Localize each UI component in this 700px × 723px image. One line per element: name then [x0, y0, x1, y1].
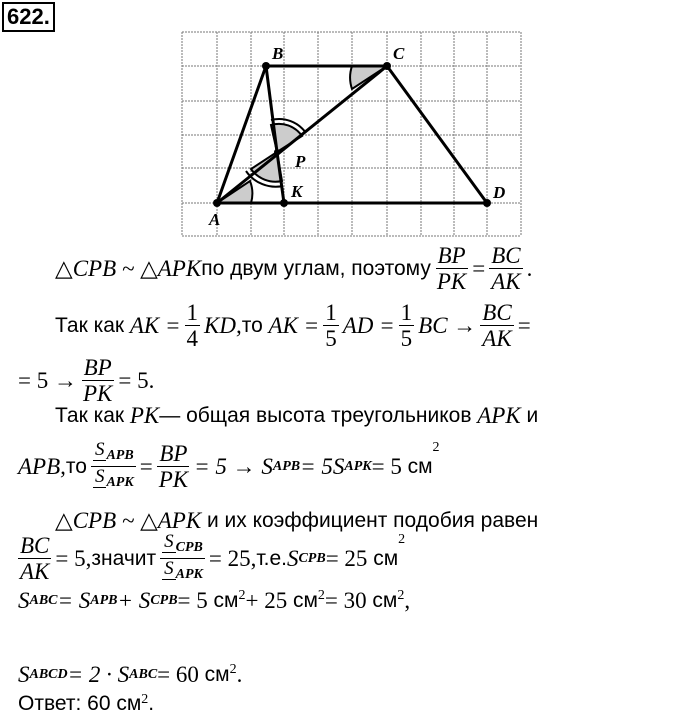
math-text: AK	[482, 326, 512, 351]
math-text: 2	[317, 588, 325, 603]
label-b: B	[272, 44, 284, 63]
math: .	[526, 255, 533, 281]
math: =	[139, 453, 153, 479]
math-text: APB	[272, 458, 301, 474]
math: KD,	[204, 312, 242, 338]
math-text: APB	[106, 448, 134, 463]
math-text: ABC	[29, 593, 58, 608]
math: BC →	[418, 312, 477, 338]
math: = 25,	[208, 545, 257, 571]
math-text: 2	[432, 440, 440, 455]
unit: см	[407, 454, 433, 478]
math: = 5	[371, 453, 402, 479]
math-text: AK	[491, 269, 521, 294]
math-text: S	[18, 662, 30, 687]
label-a: A	[209, 210, 221, 229]
math-text: 2	[238, 588, 246, 603]
math-text: 4	[186, 326, 199, 351]
math-text: APK	[175, 567, 203, 582]
math-text: см	[372, 589, 398, 612]
fraction	[18, 533, 51, 584]
unit: см	[373, 546, 399, 570]
math-text: PK	[436, 269, 467, 294]
math-text: см	[292, 589, 318, 612]
line-7	[14, 532, 405, 585]
math: S	[286, 545, 299, 571]
math-text: см	[213, 589, 239, 612]
math: =	[517, 312, 531, 338]
math-text: AK	[20, 559, 50, 584]
fraction	[185, 300, 201, 351]
math: = 5,	[55, 545, 92, 571]
math-text: .	[236, 662, 243, 687]
math: = 5.	[118, 367, 155, 393]
text: значит	[91, 546, 157, 570]
math-text: BC	[20, 533, 50, 558]
math-text: = 2 · S	[67, 662, 130, 687]
text: Так как	[55, 404, 125, 427]
math: = 25	[325, 545, 368, 571]
math-text: S	[164, 531, 174, 552]
fraction	[160, 532, 205, 585]
math-text: = 30	[324, 588, 367, 613]
line-6	[55, 508, 538, 534]
math-text: CPB	[150, 593, 178, 608]
math-text: = 60	[157, 662, 199, 687]
fraction	[91, 440, 136, 493]
math: △CPB ~ △APK	[55, 508, 202, 533]
fraction	[157, 441, 190, 492]
math: APK	[477, 403, 521, 428]
fraction	[480, 300, 513, 351]
math: AD =	[342, 312, 395, 338]
math-text: + S	[117, 588, 151, 613]
math: APB,	[18, 453, 66, 479]
text: — общая высота треугольников	[159, 404, 472, 427]
math-text: S	[18, 588, 30, 613]
line-9	[18, 662, 242, 688]
math-text: CPB	[175, 540, 203, 555]
math: AK =	[129, 312, 181, 338]
text: то	[241, 313, 263, 337]
math-text: 1	[400, 300, 413, 325]
fraction	[435, 243, 468, 294]
math-text: S	[94, 439, 105, 460]
math-text: 2	[398, 532, 406, 547]
text: и	[526, 404, 539, 427]
math: =	[472, 255, 486, 281]
math: = 5 →	[18, 367, 77, 393]
math-text: = S	[57, 588, 91, 613]
math-text: S	[164, 558, 174, 579]
math-text: CPB	[298, 550, 326, 566]
math-text: PK	[158, 467, 189, 492]
fraction	[399, 300, 415, 351]
line-1	[55, 243, 532, 294]
fraction	[323, 300, 339, 351]
problem-number: 622.	[2, 2, 55, 32]
fraction	[81, 355, 114, 406]
math: △CPB ~ △APK	[55, 255, 202, 281]
line-8	[18, 588, 410, 614]
math-text: 1	[325, 300, 337, 325]
text: то	[65, 454, 87, 478]
math-text: APB	[90, 593, 118, 608]
math-text: Ответ: 60 см	[18, 692, 142, 715]
math-text: 2	[397, 588, 405, 603]
math-text: + 25	[245, 588, 288, 613]
math-text: BC	[491, 243, 521, 268]
math-text: APK	[344, 458, 372, 474]
grid	[182, 32, 521, 236]
math-text: .	[148, 692, 155, 715]
text: и их коэффициент подобия равен	[206, 509, 539, 532]
label-d: D	[493, 183, 506, 202]
math-text: APK	[106, 475, 134, 490]
math-text: ABC	[129, 667, 158, 682]
math-text: BP	[83, 355, 112, 380]
math-text: 2	[141, 692, 149, 707]
math-text: BP	[159, 441, 188, 466]
math-text: ,	[404, 588, 411, 613]
label-k: K	[291, 182, 303, 201]
text: т.е.	[256, 546, 287, 570]
math-text: 5	[400, 326, 413, 351]
math-text: 2	[229, 662, 237, 677]
math-text: см	[204, 663, 230, 686]
fraction	[489, 243, 522, 294]
math-text: S	[94, 466, 105, 487]
math-text: BC	[482, 300, 512, 325]
trapezoid-diagram	[0, 0, 700, 250]
math: AK =	[268, 312, 320, 338]
math-text: PK	[82, 381, 113, 406]
text: по двум углам, поэтому	[201, 256, 431, 280]
line-2	[55, 300, 531, 351]
label-p: P	[295, 152, 306, 171]
line-4	[55, 403, 538, 429]
math: PK	[129, 403, 160, 428]
math: = 5 → S	[194, 453, 273, 479]
math: = 5S	[300, 453, 345, 479]
math-text: ABCD	[29, 667, 68, 682]
label-c: C	[393, 44, 405, 63]
math-text: 5	[325, 326, 337, 351]
text: Так как	[55, 313, 125, 337]
math-text: BP	[437, 243, 466, 268]
math-text: = 5	[177, 588, 208, 613]
line-3	[18, 355, 154, 406]
math-text: 1	[186, 300, 199, 325]
answer-line	[18, 692, 154, 716]
line-5	[18, 440, 440, 493]
